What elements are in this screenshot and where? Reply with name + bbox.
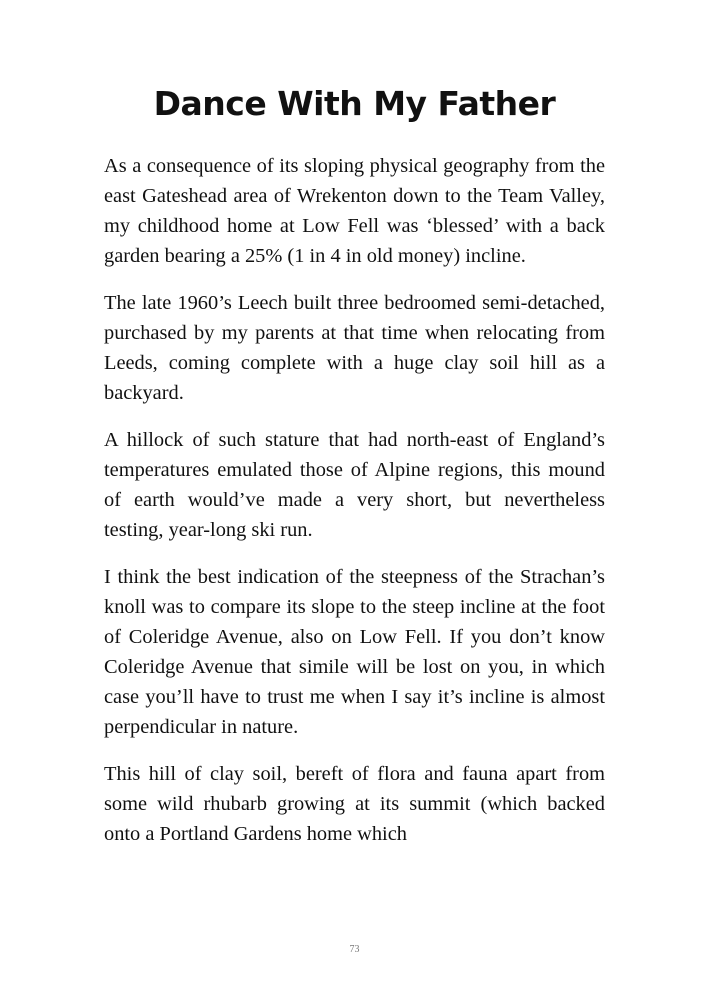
- paragraph-5: This hill of clay soil, bereft of flora and fauna apart from some wild rhubarb growing at its summit (which backed onto a Portland Gardens home which: [104, 763, 605, 845]
- chapter-title: Dance With My Father: [153, 84, 556, 123]
- paragraph-1: As a consequence of its sloping physical geography from the east Gateshead area of Wrekenton down to the Team Valley, my childhood home at Low Fell was ‘blessed’ with a back garden bearing a 25% (1 in 4 in old money) incline.: [104, 155, 605, 267]
- page-number: 73: [349, 944, 360, 955]
- paragraph-2: The late 1960’s Leech built three bedroomed semi-detached, purchased by my parents at that time when relocating from Leeds, coming complete with a huge clay soil hill as a backyard.: [104, 292, 605, 404]
- paragraph-3: A hillock of such stature that had north-east of England’s temperatures emulated those of Alpine regions, this mound of earth would’ve made a very short, but nevertheless testing, year-long ski run.: [104, 429, 605, 541]
- paragraph-4: I think the best indication of the steepness of the Strachan’s knoll was to compare its slope to the steep incline at the foot of Coleridge Avenue, also on Low Fell. If you don’t know Coleridge Avenue that simile will be lost on you, in which case you’ll have to trust me when I say it’s incline is almost perpendicular in nature.: [104, 566, 605, 738]
- body-text: [104, 151, 605, 866]
